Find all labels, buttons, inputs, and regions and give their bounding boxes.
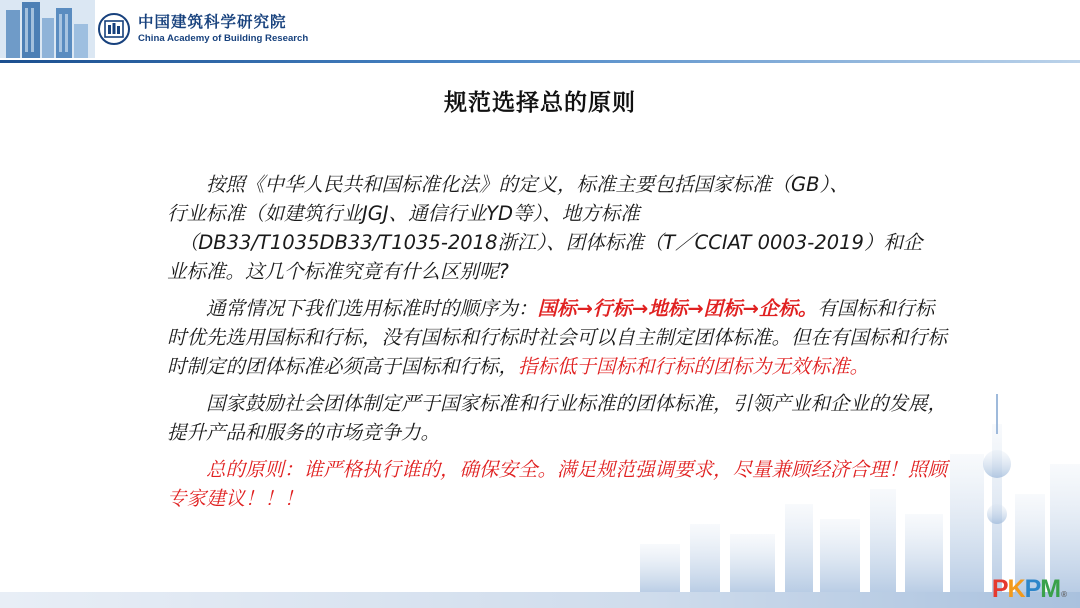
standard-order-highlight: 国标→行标→地标→团标→企标。 xyxy=(537,297,818,320)
header-divider xyxy=(0,60,1080,63)
trademark-symbol: ® xyxy=(1061,590,1066,599)
text-line: 行业标准（如建筑行业JGJ、通信行业YD等）、地方标准 xyxy=(167,202,640,225)
text-line: （DB33/T1035DB33/T1035-2018浙江）、团体标准（T／CCIAT 0003-2019）和企 xyxy=(178,231,923,254)
brand-letter: P xyxy=(991,575,1008,603)
order-lead-text: 通常情况下我们选用标准时的顺序为： xyxy=(206,297,538,320)
cabr-logo-icon xyxy=(98,13,130,45)
slide-title: 规范选择总的原则 xyxy=(444,90,636,116)
order-body-text: 有国标和行标时优先选用国标和行标，没有国标和行标时社会可以自主制定团体标准。但在有国标和行标时制定的团体标准必须高于国标和行标， xyxy=(167,297,948,378)
paragraph-encouragement: 国家鼓励社会团体制定严于国家标准和行业标准的团体标准，引领产业和企业的发展，提升产品和服务的市场竞争力。 xyxy=(167,392,948,444)
brand-letter: K xyxy=(1007,575,1025,603)
paragraph-standards-definition xyxy=(167,170,947,286)
city-skyline-decoration xyxy=(620,394,1080,594)
text-line: 业标准。这几个标准究竟有什么区别呢? xyxy=(167,260,509,283)
pkpm-brand-logo xyxy=(992,575,1066,604)
brand-letter: M xyxy=(1040,575,1061,603)
text-line: 按照《中华人民共和国标准化法》的定义，标准主要包括国家标准（GB）、 xyxy=(206,173,849,196)
brand-letter: P xyxy=(1024,575,1041,603)
org-name-en: China Academy of Building Research xyxy=(138,32,309,44)
header xyxy=(0,0,1080,62)
paragraph-selection-order xyxy=(167,294,947,381)
invalid-standard-warning: 指标低于国标和行标的团标为无效标准。 xyxy=(518,355,870,378)
general-principle-text: 总的原则：谁严格执行谁的，确保安全。满足规范强调要求，尽量兼顾经济合理！照顾专家建议！！！ xyxy=(167,458,948,510)
footer-bar xyxy=(0,592,1080,608)
org-name-cn: 中国建筑科学研究院 xyxy=(138,12,287,32)
header-buildings-icon xyxy=(0,0,95,58)
org-logo xyxy=(98,12,308,46)
